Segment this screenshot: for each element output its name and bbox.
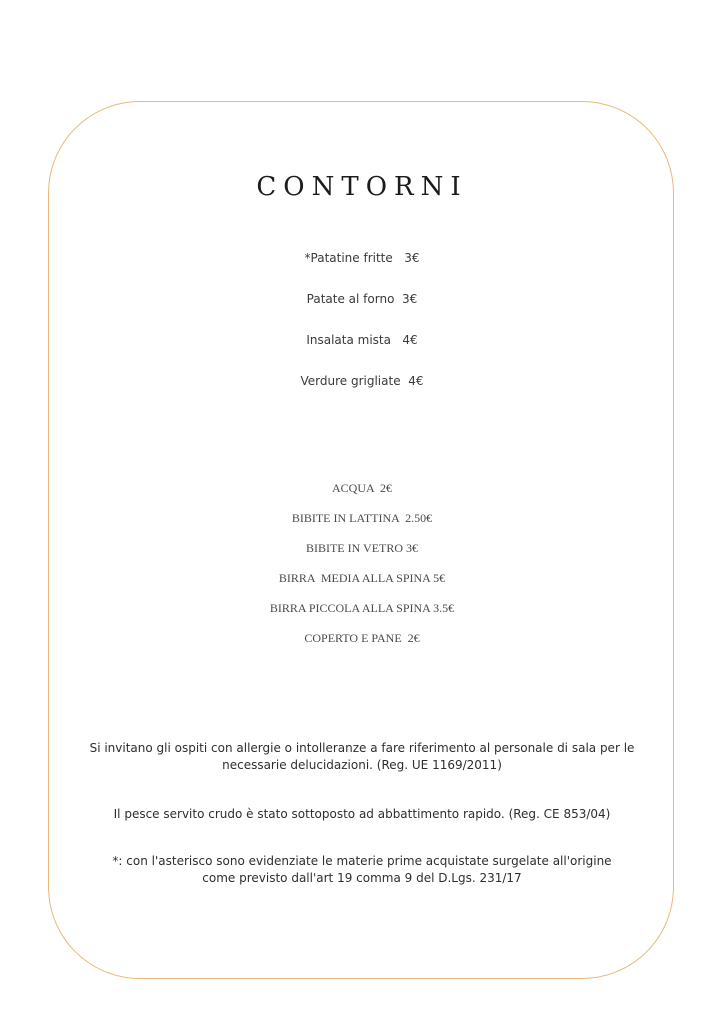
allergy-notice-line: Si invitano gli ospiti con allergie o intolleranze a fare riferimento al personale di sala per le xyxy=(89,741,635,755)
asterisk-notice-line: come previsto dall'art 19 comma 9 del D.Lgs. 231/17 xyxy=(202,871,522,885)
menu-item: Verdure grigliate 4€ xyxy=(300,374,424,388)
drink-item: COPERTO E PANE 2€ xyxy=(304,631,420,645)
drink-item: BIBITE IN VETRO 3€ xyxy=(305,541,419,555)
drink-item: ACQUA 2€ xyxy=(331,481,392,495)
raw-fish-notice: Il pesce servito crudo è stato sottoposto ad abbattimento rapido. (Reg. CE 853/04) xyxy=(113,807,611,821)
menu-item: Insalata mista 4€ xyxy=(306,333,418,347)
menu-item: *Patatine fritte 3€ xyxy=(304,251,420,265)
asterisk-notice xyxy=(80,853,644,887)
page-title: CONTORNI xyxy=(256,172,468,202)
allergy-notice-line: necessarie delucidazioni. (Reg. UE 1169/2011) xyxy=(222,758,502,772)
allergy-notice xyxy=(80,740,644,774)
drink-item: BIBITE IN LATTINA 2.50€ xyxy=(291,511,433,525)
drink-item: BIRRA MEDIA ALLA SPINA 5€ xyxy=(278,571,446,585)
asterisk-notice-line: *: con l'asterisco sono evidenziate le materie prime acquistate surgelate all'origine xyxy=(112,854,612,868)
menu-frame xyxy=(48,101,674,979)
menu-item: Patate al forno 3€ xyxy=(306,292,418,306)
drink-item: BIRRA PICCOLA ALLA SPINA 3.5€ xyxy=(269,601,455,615)
